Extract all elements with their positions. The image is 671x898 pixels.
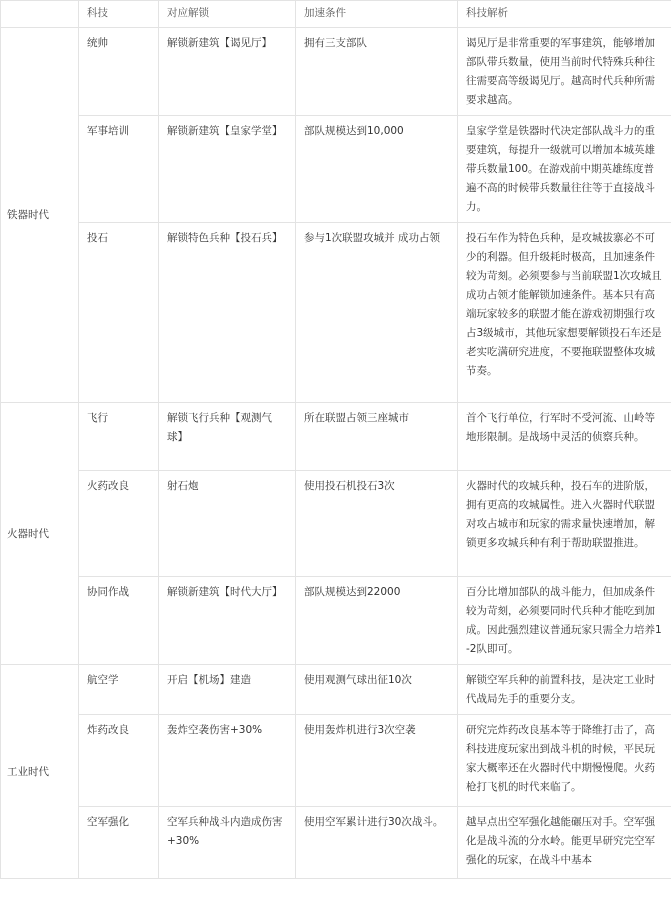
table-row [1,471,671,577]
analysis-cell: 百分比增加部队的战斗能力，但加成条件较为苛刻，必须要同时代兵种才能吃到加成。因此强烈建议普通玩家只需全力培养1-2队即可。 [458,577,671,665]
table-row [1,223,671,403]
header-tech: 科技 [79,1,159,28]
analysis-cell: 皇家学堂是铁器时代决定部队战斗力的重要建筑，每提升一级就可以增加本城英雄带兵数量100。在游戏前中期英雄练度普遍不高的时候带兵数量往往等于直接战斗力。 [458,116,671,223]
condition-cell: 使用投石机投石3次 [296,471,458,577]
condition-cell: 使用轰炸机进行3次空袭 [296,715,458,807]
table-row [1,577,671,665]
tech-cell: 统帅 [79,28,159,116]
analysis-cell: 研究完炸药改良基本等于降维打击了，高科技进度玩家出到战斗机的时候，平民玩家大概率还在火器时代中期慢慢爬。火药枪打飞机的时代来临了。 [458,715,671,807]
condition-cell: 参与1次联盟攻城并 成功占领 [296,223,458,403]
table-row [1,807,671,879]
unlock-cell: 开启【机场】建造 [159,665,296,715]
table-row [1,28,671,116]
tech-cell: 炸药改良 [79,715,159,807]
condition-cell: 部队规模达到10,000 [296,116,458,223]
table-row [1,715,671,807]
tech-cell: 投石 [79,223,159,403]
header-era [1,1,79,28]
unlock-cell: 解锁新建筑【时代大厅】 [159,577,296,665]
condition-cell: 使用观测气球出征10次 [296,665,458,715]
tech-cell: 火药改良 [79,471,159,577]
tech-cell: 协同作战 [79,577,159,665]
condition-cell: 所在联盟占领三座城市 [296,403,458,471]
analysis-cell: 谒见厅是非常重要的军事建筑，能够增加部队带兵数量，使用当前时代特殊兵种往往需要高等级谒见厅。越高时代兵种所需要求越高。 [458,28,671,116]
unlock-cell: 空军兵种战斗内造成伤害+30% [159,807,296,879]
analysis-cell: 越早点出空军强化越能碾压对手。空军强化是战斗流的分水岭。能更早研究完空军强化的玩家，在战斗中基本 [458,807,671,879]
header-condition: 加速条件 [296,1,458,28]
era-cell: 工业时代 [1,665,79,879]
tech-cell: 飞行 [79,403,159,471]
analysis-cell: 火器时代的攻城兵种，投石车的进阶版，拥有更高的攻城属性。进入火器时代联盟对攻占城市和玩家的需求量快速增加，解锁更多攻城兵种有利于帮助联盟推进。 [458,471,671,577]
table-row [1,665,671,715]
header-analysis: 科技解析 [458,1,671,28]
condition-cell: 部队规模达到22000 [296,577,458,665]
unlock-cell: 射石炮 [159,471,296,577]
unlock-cell: 解锁飞行兵种【观测气球】 [159,403,296,471]
analysis-cell: 投石车作为特色兵种，是攻城拔寨必不可少的利器。但升级耗时极高，且加速条件较为苛刻。必须要参与当前联盟1次攻城且成功占领才能解锁加速条件。基本只有高端玩家较多的联盟才能在游戏初期强行攻占3级城市，其他玩家想要解锁投石车还是老实吃满研究进度，不要拖联盟整体攻城节奏。 [458,223,671,403]
header-unlock: 对应解锁 [159,1,296,28]
analysis-cell: 首个飞行单位，行军时不受河流、山岭等地形限制。是战场中灵活的侦察兵种。 [458,403,671,471]
unlock-cell: 解锁特色兵种【投石兵】 [159,223,296,403]
analysis-cell: 解锁空军兵种的前置科技，是决定工业时代战局先手的重要分支。 [458,665,671,715]
tech-cell: 空军强化 [79,807,159,879]
tech-cell: 军事培训 [79,116,159,223]
table-header-row [1,1,671,28]
condition-cell: 使用空军累计进行30次战斗。 [296,807,458,879]
unlock-cell: 轰炸空袭伤害+30% [159,715,296,807]
era-cell: 火器时代 [1,403,79,665]
unlock-cell: 解锁新建筑【皇家学堂】 [159,116,296,223]
tech-cell: 航空学 [79,665,159,715]
era-cell: 铁器时代 [1,28,79,403]
unlock-cell: 解锁新建筑【谒见厅】 [159,28,296,116]
condition-cell: 拥有三支部队 [296,28,458,116]
table-row [1,116,671,223]
table-row [1,403,671,471]
